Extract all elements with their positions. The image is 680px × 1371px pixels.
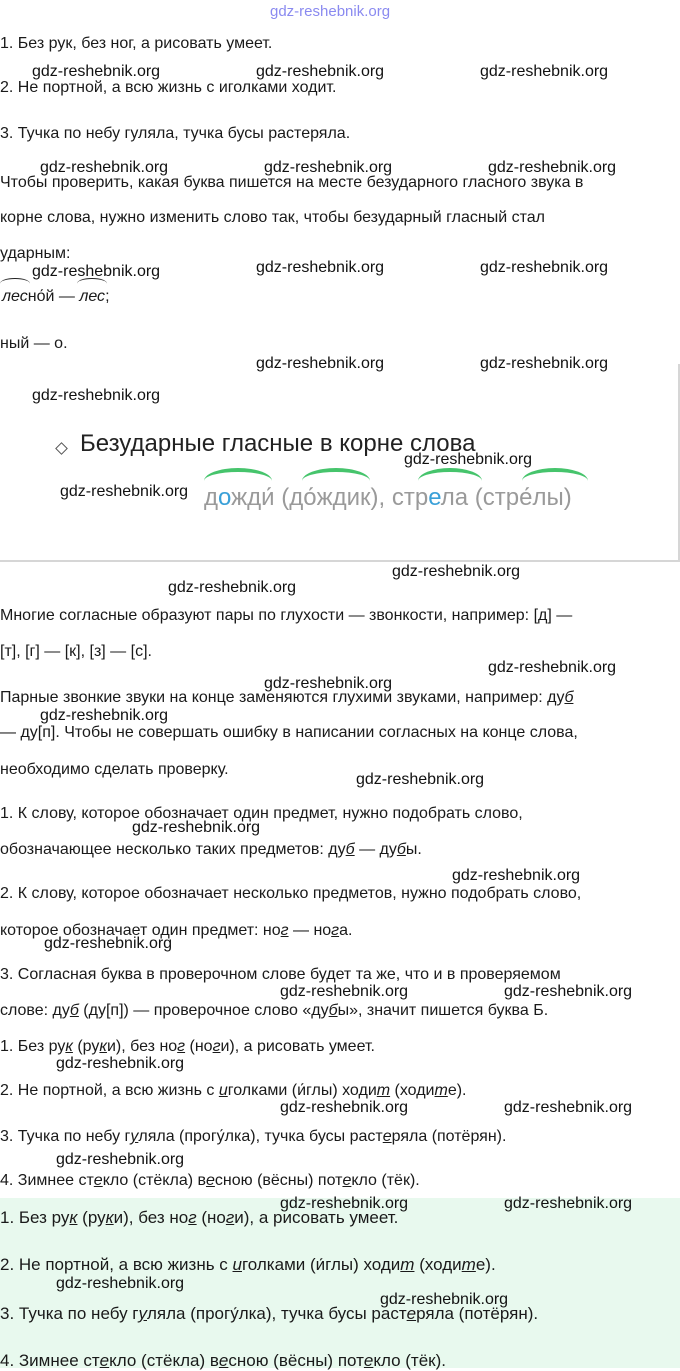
watermark: gdz-reshebnik.org: [480, 259, 609, 276]
root-arc: [0, 278, 30, 289]
watermark: gdz-reshebnik.org: [56, 1055, 185, 1072]
root-word: лес: [2, 287, 28, 307]
root-word: лес: [79, 287, 105, 307]
riddle-line: 3. Тучка по небу гуляла, тучка бусы растеряла.: [0, 125, 351, 142]
solution-line: 4. Зимнее стекло (стёкла) весною (вёсны) потекло (тёк).: [0, 1172, 420, 1189]
rule-item: которое обозначает один предмет: ног — нога.: [0, 922, 353, 939]
watermark: gdz-reshebnik.org: [452, 867, 581, 884]
rule-text: Чтобы проверить, какая буква пишется на месте безударного гласного звука в: [0, 174, 584, 191]
watermark: gdz-reshebnik.org: [504, 1099, 633, 1116]
watermark: gdz-reshebnik.org: [488, 659, 617, 676]
answer-line: 2. Не портной, а всю жизнь с иголками (и́глы) ходит (ходите).: [0, 1255, 496, 1274]
rule-item: обозначающее несколько таких предметов: дуб — дубы.: [0, 841, 422, 858]
watermark: gdz-reshebnik.org: [480, 355, 609, 372]
paragraph-text: — ду[п]. Чтобы не совершать ошибку в написании согласных на конце слова,: [0, 724, 578, 741]
watermark: gdz-reshebnik.org: [488, 159, 617, 176]
rule-item: 2. К слову, которое обозначает несколько предметов, нужно подобрать слово,: [0, 885, 582, 902]
watermark: gdz-reshebnik.org: [256, 259, 385, 276]
watermark: gdz-reshebnik.org: [504, 1195, 633, 1212]
answer-line: 3. Тучка по небу гуляла (прогу́лка), тучка бусы растеряла (потёрян).: [0, 1304, 539, 1323]
watermark: gdz-reshebnik.org: [280, 1195, 409, 1212]
watermark: gdz-reshebnik.org: [256, 63, 385, 80]
rule-item: слове: дуб (ду[п]) — проверочное слово «дубы», значит пишется буква Б.: [0, 1002, 549, 1019]
watermark: gdz-reshebnik.org: [280, 1099, 409, 1116]
watermark: gdz-reshebnik.org: [56, 1275, 185, 1292]
watermark: gdz-reshebnik.org: [56, 1151, 185, 1168]
rule-text: корне слова, нужно изменить слово так, чтобы безударный гласный стал: [0, 209, 545, 226]
riddle-line: 2. Не портной, а всю жизнь с иголками ходит.: [0, 79, 337, 96]
solution-line: 1. Без рук (руки), без ног (ноги), а рисовать умеет.: [0, 1038, 375, 1055]
watermark: gdz-reshebnik.org: [32, 387, 161, 404]
paragraph-text: Многие согласные образуют пары по глухости — звонкости, например: [д] —: [0, 607, 573, 624]
rule-item: 3. Согласная буква в проверочном слове будет та же, что и в проверяемом: [0, 966, 561, 983]
watermark: gdz-reshebnik.org: [168, 579, 297, 596]
paragraph-text: необходимо сделать проверку.: [0, 761, 229, 778]
watermark: gdz-reshebnik.org: [40, 159, 169, 176]
watermark: gdz-reshebnik.org: [60, 483, 189, 500]
card-title: Безударные гласные в корне слова: [80, 430, 476, 457]
answer-line: 4. Зимнее стекло (стёкла) весною (вёсны) потекло (тёк).: [0, 1351, 446, 1370]
watermark: gdz-reshebnik.org: [264, 675, 393, 692]
site-watermark: gdz-reshebnik.org: [270, 3, 391, 20]
watermark: gdz-reshebnik.org: [392, 563, 521, 580]
riddle-line: 1. Без рук, без ног, а рисовать умеет.: [0, 35, 273, 52]
watermark: gdz-reshebnik.org: [480, 63, 609, 80]
watermark: gdz-reshebnik.org: [356, 771, 485, 788]
watermark: gdz-reshebnik.org: [32, 263, 161, 280]
rule-item: 1. К слову, которое обозначает один предмет, нужно подобрать слово,: [0, 805, 523, 822]
answer-line: 1. Без рук (руки), без ног (ноги), а рисовать умеет.: [0, 1208, 399, 1227]
diamond-icon: [55, 442, 68, 455]
watermark: gdz-reshebnik.org: [40, 707, 169, 724]
watermark: gdz-reshebnik.org: [264, 159, 393, 176]
watermark: gdz-reshebnik.org: [44, 935, 173, 952]
watermark: gdz-reshebnik.org: [256, 355, 385, 372]
card-example: дожди́ (до́ждик), стрела (стре́лы): [204, 484, 572, 511]
watermark: gdz-reshebnik.org: [32, 63, 161, 80]
fragment-text: ный — о.: [0, 335, 68, 352]
paragraph-text: Парные звонкие звуки на конце заменяются глухими звуками, например: дуб: [0, 689, 574, 706]
watermark: gdz-reshebnik.org: [404, 451, 533, 468]
watermark: gdz-reshebnik.org: [504, 983, 633, 1000]
watermark: gdz-reshebnik.org: [280, 983, 409, 1000]
solution-line: 3. Тучка по небу гуляла (прогу́лка), тучка бусы растеряла (потёрян).: [0, 1128, 507, 1145]
watermark: gdz-reshebnik.org: [132, 819, 261, 836]
root-example: лесно́й — лес;: [2, 287, 110, 307]
watermark: gdz-reshebnik.org: [380, 1291, 509, 1308]
solution-line: 2. Не портной, а всю жизнь с иголками (и́глы) ходит (ходите).: [0, 1082, 467, 1099]
rule-text: ударным:: [0, 245, 71, 262]
paragraph-text: [т], [г] — [к], [з] — [с].: [0, 643, 152, 660]
